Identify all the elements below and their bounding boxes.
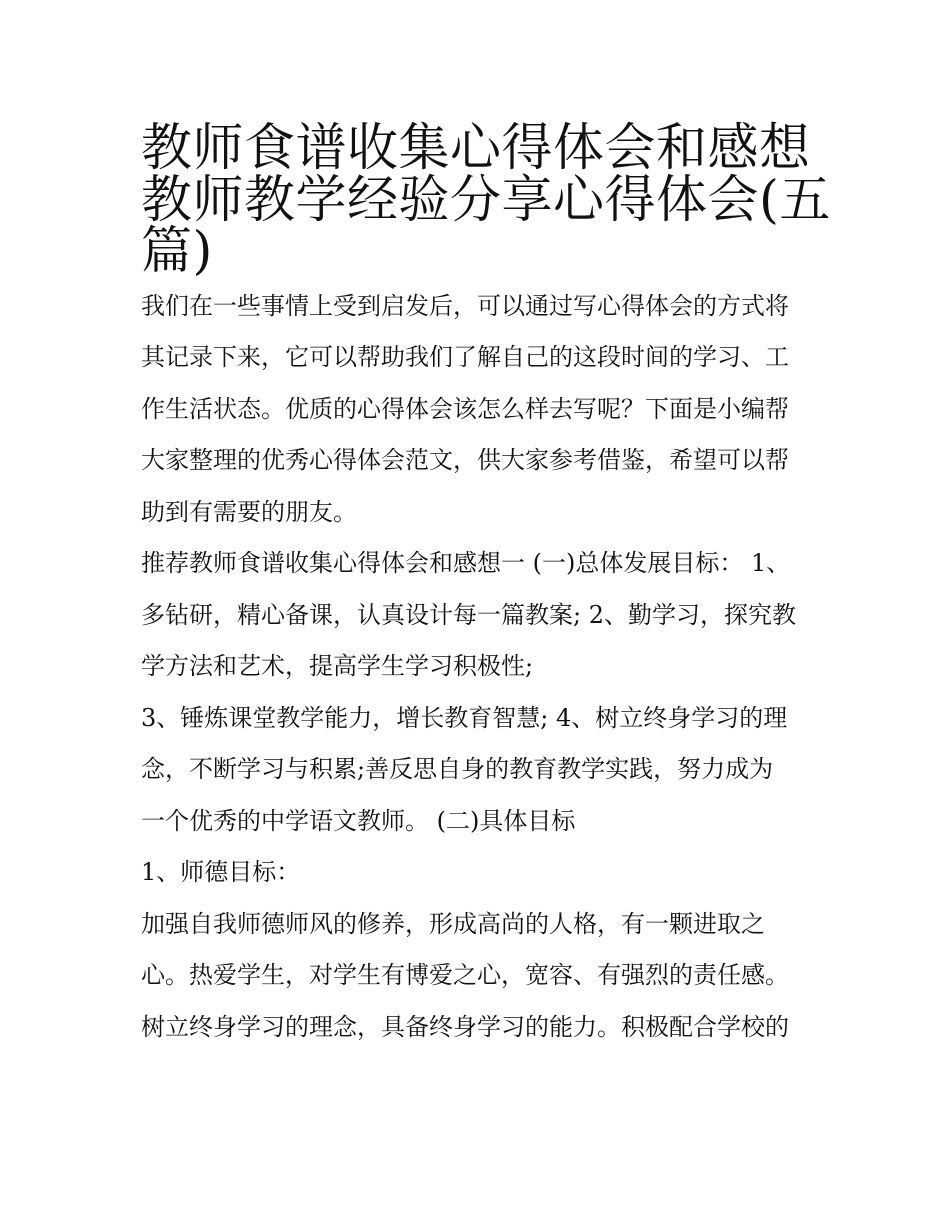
body-line: 多钻研，精心备课，认真设计每一篇教案; 2、勤学习，探究教	[141, 600, 796, 629]
body-line: 学方法和艺术，提高学生学习积极性;	[141, 652, 534, 680]
document-body	[141, 281, 813, 1054]
body-line: 大家整理的优秀心得体会范文，供大家参考借鉴，希望可以帮	[141, 446, 789, 474]
body-line: 树立终身学习的理念，具备终身学习的能力。积极配合学校的	[141, 1012, 789, 1041]
body-line: 我们在一些事情上受到启发后，可以通过写心得体会的方式将	[141, 291, 789, 320]
body-line: 念，不断学习与积累;善反思自身的教育教学实践，努力成为	[141, 755, 774, 783]
document-title	[141, 112, 831, 281]
body-line: 助到有需要的朋友。	[141, 497, 357, 526]
title-line: 篇)	[141, 222, 213, 281]
title-line: 教师教学经验分享心得体会(五	[141, 170, 831, 230]
body-line: 一个优秀的中学语文教师。 (二)具体目标	[141, 806, 576, 835]
body-line: 其记录下来，它可以帮助我们了解自己的这段时间的学习、工	[141, 343, 789, 371]
title-line: 教师食谱收集心得体会和感想	[141, 119, 811, 178]
document-page	[141, 112, 831, 1053]
body-line: 3、锤炼课堂教学能力，增长教育智慧; 4、树立终身学习的理	[141, 703, 788, 732]
body-line: 加强自我师德师风的修养，形成高尚的人格，有一颗进取之	[141, 909, 765, 938]
body-line: 1、师德目标：	[141, 858, 301, 886]
body-line: 作生活状态。优质的心得体会该怎么样去写呢？下面是小编帮	[141, 394, 789, 423]
body-line: 心。热爱学生，对学生有博爱之心，宽容、有强烈的责任感。	[141, 961, 789, 989]
body-line: 推荐教师食谱收集心得体会和感想一 (一)总体发展目标： 1、	[141, 549, 791, 577]
